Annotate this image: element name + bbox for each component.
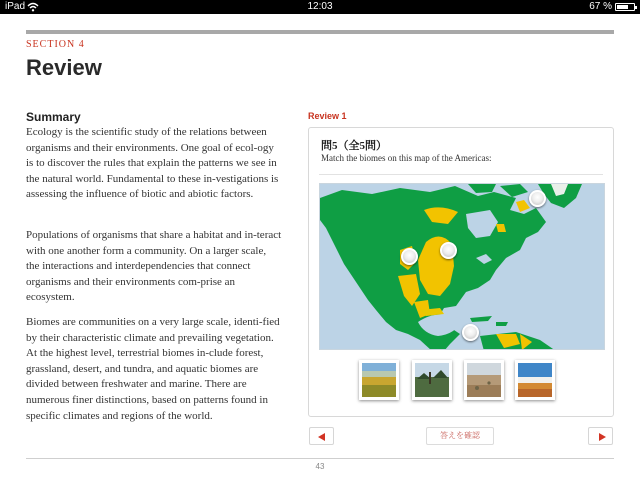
section-label: SECTION 4: [26, 39, 85, 50]
next-button[interactable]: [588, 427, 613, 445]
divider: [319, 174, 603, 175]
thumbnail-grassland[interactable]: [359, 360, 399, 400]
summary-paragraph: Populations of organisms that share a habitat and in-teract with one another form a community. On a larger scale, the interactions and interdependencies that connect organisms and their environments com-prise an ecosystem.: [26, 229, 282, 304]
tropical-forest-photo: [415, 363, 449, 397]
summary-paragraph: Ecology is the scientific study of the relations between organisms and their environments. One goal of ecol-ogy is to discover the rules that explain the patterns we see in the natural world. Fundamental to these in-vestigations is assessing the influence of biotic and abiotic factors.: [26, 126, 279, 201]
footer-rule: [26, 458, 614, 459]
desert-photo: [467, 363, 501, 397]
review-widget: [308, 127, 614, 417]
status-bar: [0, 0, 640, 14]
clock: 12:03: [307, 1, 333, 12]
map-pin[interactable]: [529, 190, 546, 207]
question-prompt: Match the biomes on this map of the Americas:: [321, 153, 492, 163]
summary-heading: Summary: [26, 110, 81, 124]
map-pin[interactable]: [462, 324, 479, 341]
americas-map: [319, 183, 605, 350]
check-answer-button[interactable]: 答えを確認: [426, 427, 494, 445]
left-arrow-icon: [318, 433, 325, 441]
battery-icon: [615, 3, 635, 11]
page-number: 43: [315, 462, 325, 471]
biome-map-image: [320, 184, 605, 350]
summary-paragraph: Biomes are communities on a very large scale, identi-fied by their characteristic climate and prevailing vegetation. At the highest level, terrestrial biomes in-clude forest, grassland, desert, and tundra, and aquatic biomes are divided between freshwater and marine. There are numerous finer distinctions, based on patterns found in specific climates and regions of the world.: [26, 316, 280, 422]
grassland-photo: [362, 363, 396, 397]
thumbnail-tropical-forest[interactable]: [412, 360, 452, 400]
biome-thumbnails: [309, 360, 613, 402]
device-name: iPad: [5, 1, 26, 12]
thumbnail-desert[interactable]: [464, 360, 504, 400]
battery-percent: 67 %: [589, 1, 612, 12]
page-title: Review: [26, 55, 102, 80]
question-title: 問5（全5問）: [321, 140, 387, 152]
map-pin[interactable]: [401, 248, 418, 265]
thumbnail-tundra[interactable]: [515, 360, 555, 400]
review-label: Review 1: [308, 111, 347, 121]
map-pin[interactable]: [440, 242, 457, 259]
previous-button[interactable]: [309, 427, 334, 445]
right-arrow-icon: [599, 433, 606, 441]
tundra-photo: [518, 363, 552, 397]
top-rule: [26, 30, 614, 34]
